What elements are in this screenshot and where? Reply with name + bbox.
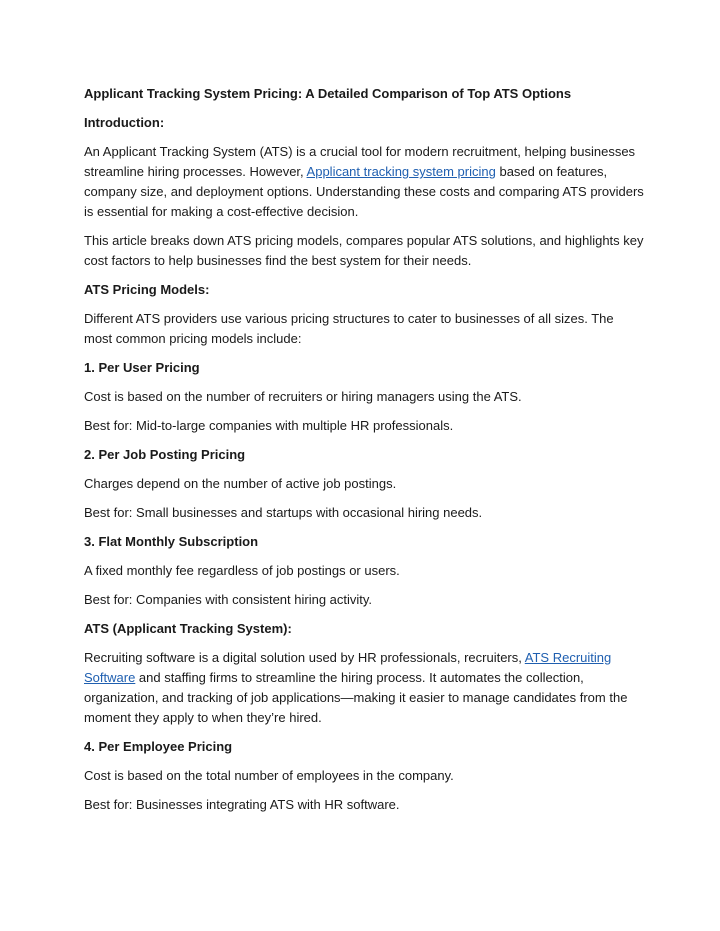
intro-p1-text-after: based on features, company size, and deployment options. Understanding these costs and comparing ATS providers is essential for making a cost-effective decision. — [84, 164, 644, 219]
ats-definition-heading: ATS (Applicant Tracking System): — [84, 621, 292, 636]
ats-p-text-before: Recruiting software is a digital solution used by HR professionals, recruiters, — [84, 650, 525, 665]
ats-p-text-after: and staffing firms to streamline the hiring process. It automates the collection, organization, and tracking of job applications—making it easier to manage candidates from the moment they apply to when they’re hired. — [84, 670, 628, 725]
per-user-description: Cost is based on the number of recruiters or hiring managers using the ATS. — [84, 389, 522, 404]
pricing-models-intro: Different ATS providers use various pricing structures to cater to businesses of all sizes. The most common pricing models include: — [84, 311, 614, 346]
intro-heading: Introduction: — [84, 115, 165, 130]
ats-pricing-link[interactable]: Applicant tracking system pricing — [306, 164, 496, 179]
per-employee-description: Cost is based on the total number of employees in the company. — [84, 768, 454, 783]
per-job-posting-heading: 2. Per Job Posting Pricing — [84, 447, 246, 462]
pricing-models-heading: ATS Pricing Models: — [84, 282, 210, 297]
per-user-best-for: Best for: Mid-to-large companies with multiple HR professionals. — [84, 418, 454, 433]
per-employee-heading: 4. Per Employee Pricing — [84, 739, 233, 754]
intro-paragraph-2: This article breaks down ATS pricing models, compares popular ATS solutions, and highlights key cost factors to help businesses find the best system for their needs. — [84, 233, 644, 268]
flat-monthly-heading: 3. Flat Monthly Subscription — [84, 534, 259, 549]
flat-monthly-description: A fixed monthly fee regardless of job postings or users. — [84, 563, 400, 578]
per-job-posting-best-for: Best for: Small businesses and startups with occasional hiring needs. — [84, 505, 483, 520]
per-user-heading: 1. Per User Pricing — [84, 360, 200, 375]
ats-recruiting-software-link[interactable]: ATS Recruiting Software — [84, 650, 612, 685]
ats-definition-paragraph — [84, 648, 644, 728]
per-job-posting-description: Charges depend on the number of active job postings. — [84, 476, 397, 491]
intro-paragraph-1 — [84, 142, 644, 222]
document-title: Applicant Tracking System Pricing: A Detailed Comparison of Top ATS Options — [84, 86, 572, 101]
document-page — [84, 84, 644, 824]
per-employee-best-for: Best for: Businesses integrating ATS with HR software. — [84, 797, 400, 812]
intro-p1-text-before: An Applicant Tracking System (ATS) is a crucial tool for modern recruitment, helping businesses streamline hiring processes. However, — [84, 144, 636, 179]
flat-monthly-best-for: Best for: Companies with consistent hiring activity. — [84, 592, 373, 607]
